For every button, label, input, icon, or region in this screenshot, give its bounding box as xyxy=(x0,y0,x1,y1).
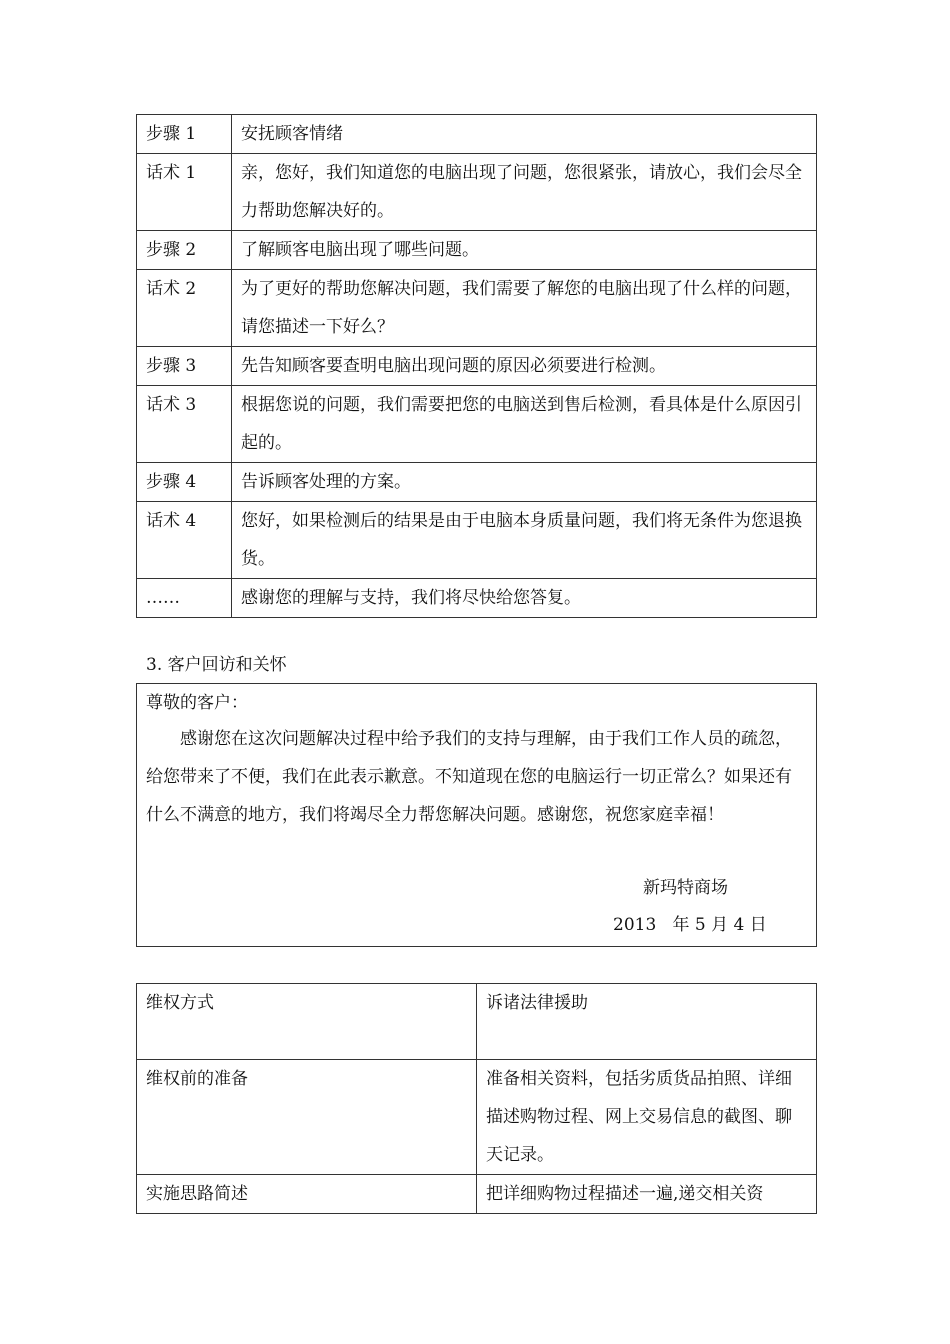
row-label: 步骤 3 xyxy=(137,347,232,386)
row-label: …… xyxy=(137,579,232,618)
letter-greeting: 尊敬的客户： xyxy=(146,693,248,713)
row-text: 您好，如果检测后的结果是由于电脑本身质量问题，我们将无条件为您退换货。 xyxy=(232,502,817,579)
table-row xyxy=(137,579,817,618)
table-row xyxy=(137,115,817,154)
row-label: 维权方式 xyxy=(137,984,477,1060)
table-row xyxy=(137,270,817,347)
table-row xyxy=(137,502,817,579)
row-label: 话术 4 xyxy=(137,502,232,579)
row-label: 话术 2 xyxy=(137,270,232,347)
service-steps-table xyxy=(136,114,817,618)
row-label: 实施思路简述 xyxy=(137,1175,477,1214)
table-row xyxy=(137,231,817,270)
row-text: 告诉顾客处理的方案。 xyxy=(232,463,817,502)
row-text: 了解顾客电脑出现了哪些问题。 xyxy=(232,231,817,270)
row-text: 准备相关资料，包括劣质货品拍照、详细描述购物过程、网上交易信息的截图、聊天记录。 xyxy=(477,1060,817,1175)
letter-date: 2013 年 5 月 4 日 xyxy=(613,915,767,935)
row-label: 步骤 1 xyxy=(137,115,232,154)
row-text: 根据您说的问题，我们需要把您的电脑送到售后检测，看具体是什么原因引起的。 xyxy=(232,386,817,463)
row-text: 把详细购物过程描述一遍,递交相关资 xyxy=(477,1175,817,1214)
letter-signature: 新玛特商场 xyxy=(643,878,728,898)
table-row xyxy=(137,154,817,231)
table-row xyxy=(137,984,817,1060)
customer-letter xyxy=(136,683,817,947)
rights-protection-table xyxy=(136,983,817,1214)
letter-body: 感谢您在这次问题解决过程中给予我们的支持与理解，由于我们工作人员的疏忽，给您带来了不便，我们在此表示歉意。不知道现在您的电脑运行一切正常么？如果还有什么不满意的地方，我们将竭尽全力帮您解决问题。感谢您，祝您家庭幸福！ xyxy=(146,729,792,825)
table-row xyxy=(137,347,817,386)
table-row xyxy=(137,386,817,463)
table-row xyxy=(137,1175,817,1214)
row-text: 诉诸法律援助 xyxy=(477,984,817,1060)
row-label: 步骤 2 xyxy=(137,231,232,270)
row-label: 步骤 4 xyxy=(137,463,232,502)
row-text: 亲，您好，我们知道您的电脑出现了问题，您很紧张，请放心，我们会尽全力帮助您解决好的。 xyxy=(232,154,817,231)
row-label: 话术 3 xyxy=(137,386,232,463)
row-text: 安抚顾客情绪 xyxy=(232,115,817,154)
row-text: 先告知顾客要查明电脑出现问题的原因必须要进行检测。 xyxy=(232,347,817,386)
row-text: 为了更好的帮助您解决问题，我们需要了解您的电脑出现了什么样的问题，请您描述一下好么？ xyxy=(232,270,817,347)
table-row xyxy=(137,463,817,502)
row-label: 维权前的准备 xyxy=(137,1060,477,1175)
section-heading: 3. 客户回访和关怀 xyxy=(146,655,287,675)
row-text: 感谢您的理解与支持，我们将尽快给您答复。 xyxy=(232,579,817,618)
table-row xyxy=(137,1060,817,1175)
row-label: 话术 1 xyxy=(137,154,232,231)
